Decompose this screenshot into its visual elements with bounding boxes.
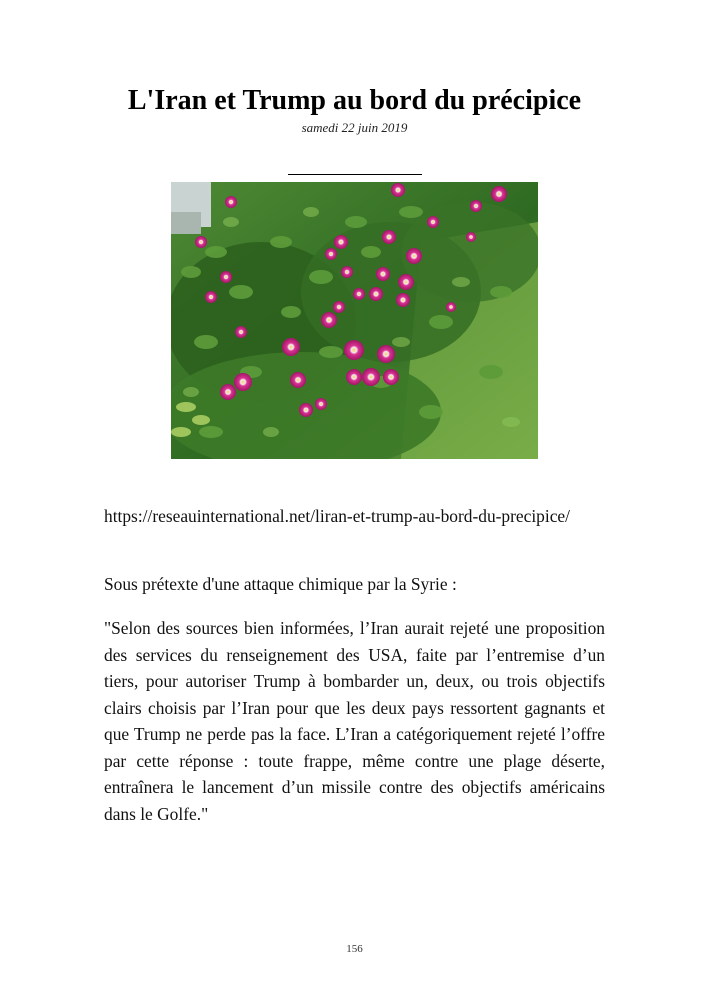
publication-date: samedi 22 juin 2019 (301, 120, 408, 135)
quote-paragraph: "Selon des sources bien informées, l’Iran aurait rejeté une proposition des services du renseignement des USA, faite par l’entremise d’un tiers, pour autoriser Trump à bombarder un, deux, ou trois objectifs clairs choisis par l’Iran pour que les deux pays ressortent gagnants et que Trump ne perde pas la face. L’Iran a catégoriquement rejeté l’offre par cette réponse : toute frappe, même contre une plage déserte, entraînera le lancement d’un missile contre des objectifs américains dans le Golfe." (104, 618, 605, 824)
intro-paragraph: Sous prétexte d'une attaque chimique par la Syrie : (104, 574, 457, 594)
source-url[interactable]: https://reseauinternational.net/liran-et-trump-au-bord-du-precipice/ (104, 506, 570, 526)
rose-bush-photo (171, 182, 538, 459)
page-title: L'Iran et Trump au bord du précipice (127, 85, 582, 116)
title-divider (288, 174, 422, 175)
page-number: 156 (346, 943, 363, 955)
